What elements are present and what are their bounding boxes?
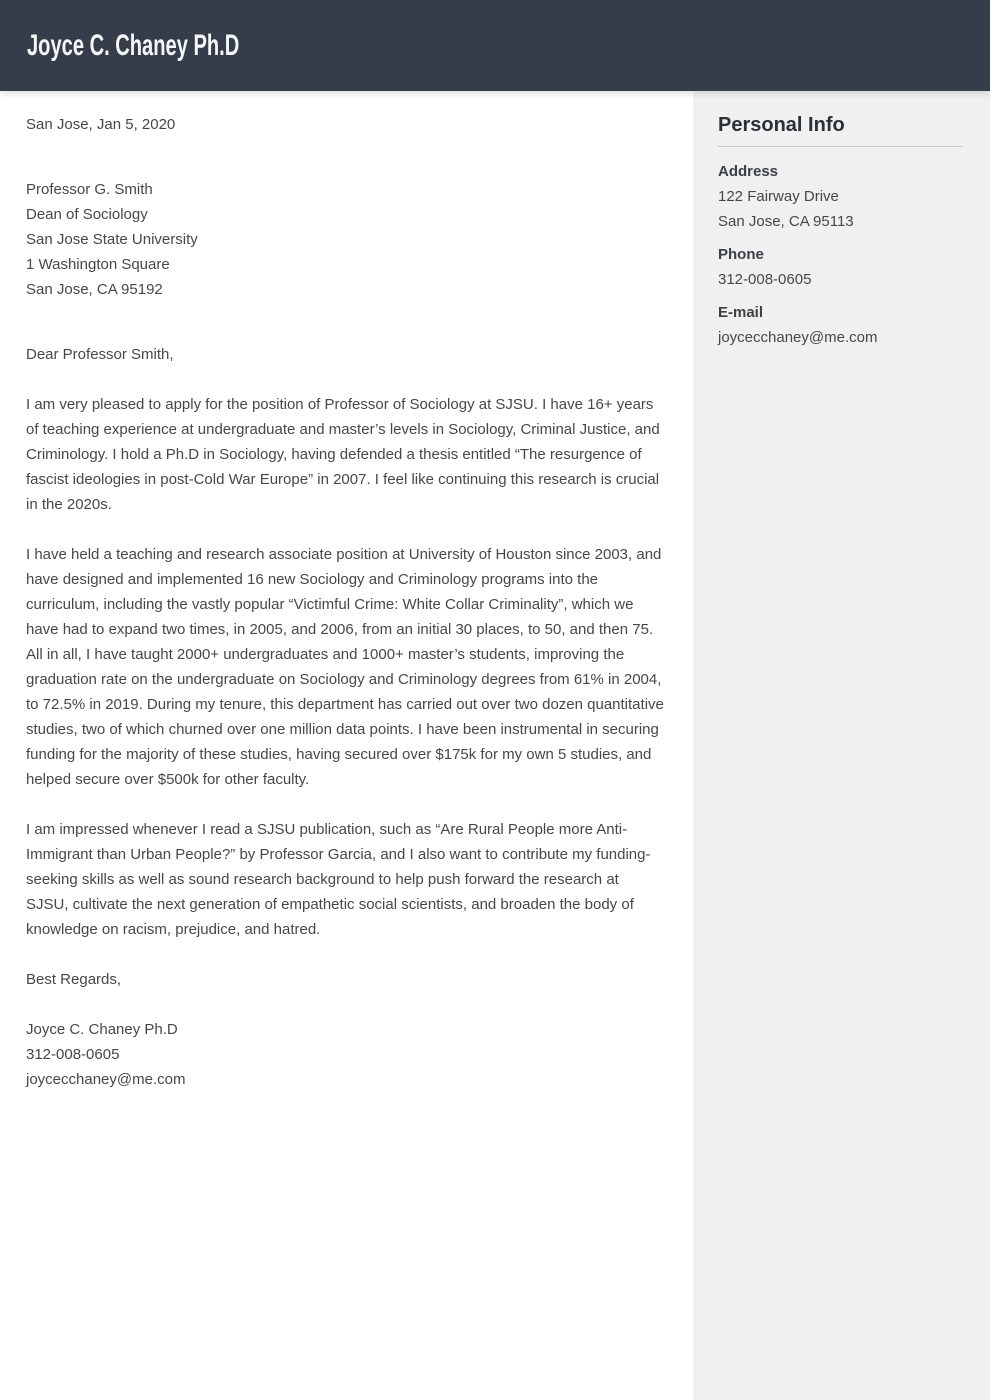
address-line: San Jose, CA 95113 bbox=[718, 213, 854, 230]
sidebar-divider bbox=[718, 146, 963, 147]
email-value: joycecchaney@me.com bbox=[718, 329, 878, 346]
address-group bbox=[718, 159, 963, 234]
content-columns bbox=[0, 91, 990, 1400]
letter-paragraph: I am impressed whenever I read a SJSU publication, such as “Are Rural People more Anti-Immigrant than Urban People?” by Professor Garcia, and I also want to contribute my funding-seeking skills as well as sound research background to help push forward the research at SJSU, cultivate the next generation of empathetic social scientists, and broaden the body of knowledge on racism, prejudice, and hatred. bbox=[26, 821, 651, 938]
phone-group bbox=[718, 242, 963, 292]
header-band bbox=[0, 0, 990, 91]
letter-paragraph: I am very pleased to apply for the position of Professor of Sociology at SJSU. I have 16+ years of teaching experience at undergraduate and master’s levels in Sociology, Criminal Justice, and Criminology. I hold a Ph.D in Sociology, having defended a thesis entitled “The resurgence of fascist ideologies in post-Cold War Europe” in 2007. I feel like continuing this research is crucial in the 2020s. bbox=[26, 396, 660, 513]
salutation: Dear Professor Smith, bbox=[26, 346, 174, 363]
recipient-line: Professor G. Smith bbox=[26, 181, 153, 198]
signature-block bbox=[26, 1017, 665, 1092]
signature-name: Joyce C. Chaney Ph.D bbox=[26, 1021, 178, 1038]
address-line: 122 Fairway Drive bbox=[718, 188, 839, 205]
recipient-line: Dean of Sociology bbox=[26, 206, 148, 223]
recipient-block bbox=[26, 177, 665, 302]
date-line: San Jose, Jan 5, 2020 bbox=[26, 116, 176, 133]
recipient-line: 1 Washington Square bbox=[26, 256, 170, 273]
email-group bbox=[718, 300, 963, 350]
email-label: E-mail bbox=[718, 304, 764, 321]
letter-paragraph: I have held a teaching and research associate position at University of Houston since 2003, and have designed and implemented 16 new Sociology and Criminology programs into the curriculum, including the vastly popular “Victimful Crime: White Collar Criminality”, which we have had to expand two times, in 2005, and 2006, from an initial 30 places, to 50, and then 75. All in all, I have taught 2000+ undergraduates and 1000+ master’s students, improving the graduation rate on the undergraduate on Sociology and Criminology degrees from 61% in 2004, to 72.5% in 2019. During my tenure, this department has carried out over two dozen quantitative studies, two of which churned over one million data points. I have been instrumental in securing funding for the majority of these studies, having secured over $175k for my own 5 studies, and helped secure over $500k for other faculty. bbox=[26, 546, 664, 788]
letter-body bbox=[0, 91, 693, 1400]
signature-phone: 312-008-0605 bbox=[26, 1046, 120, 1063]
phone-label: Phone bbox=[718, 246, 764, 263]
applicant-name-title: Joyce C. Chaney Ph.D bbox=[27, 28, 240, 62]
sidebar-title: Personal Info bbox=[718, 114, 845, 136]
closing-line: Best Regards, bbox=[26, 971, 122, 988]
recipient-line: San Jose, CA 95192 bbox=[26, 281, 163, 298]
signature-email: joycecchaney@me.com bbox=[26, 1071, 186, 1088]
recipient-line: San Jose State University bbox=[26, 231, 198, 248]
phone-value: 312-008-0605 bbox=[718, 271, 812, 288]
address-label: Address bbox=[718, 163, 779, 180]
personal-info-sidebar bbox=[693, 91, 990, 1400]
